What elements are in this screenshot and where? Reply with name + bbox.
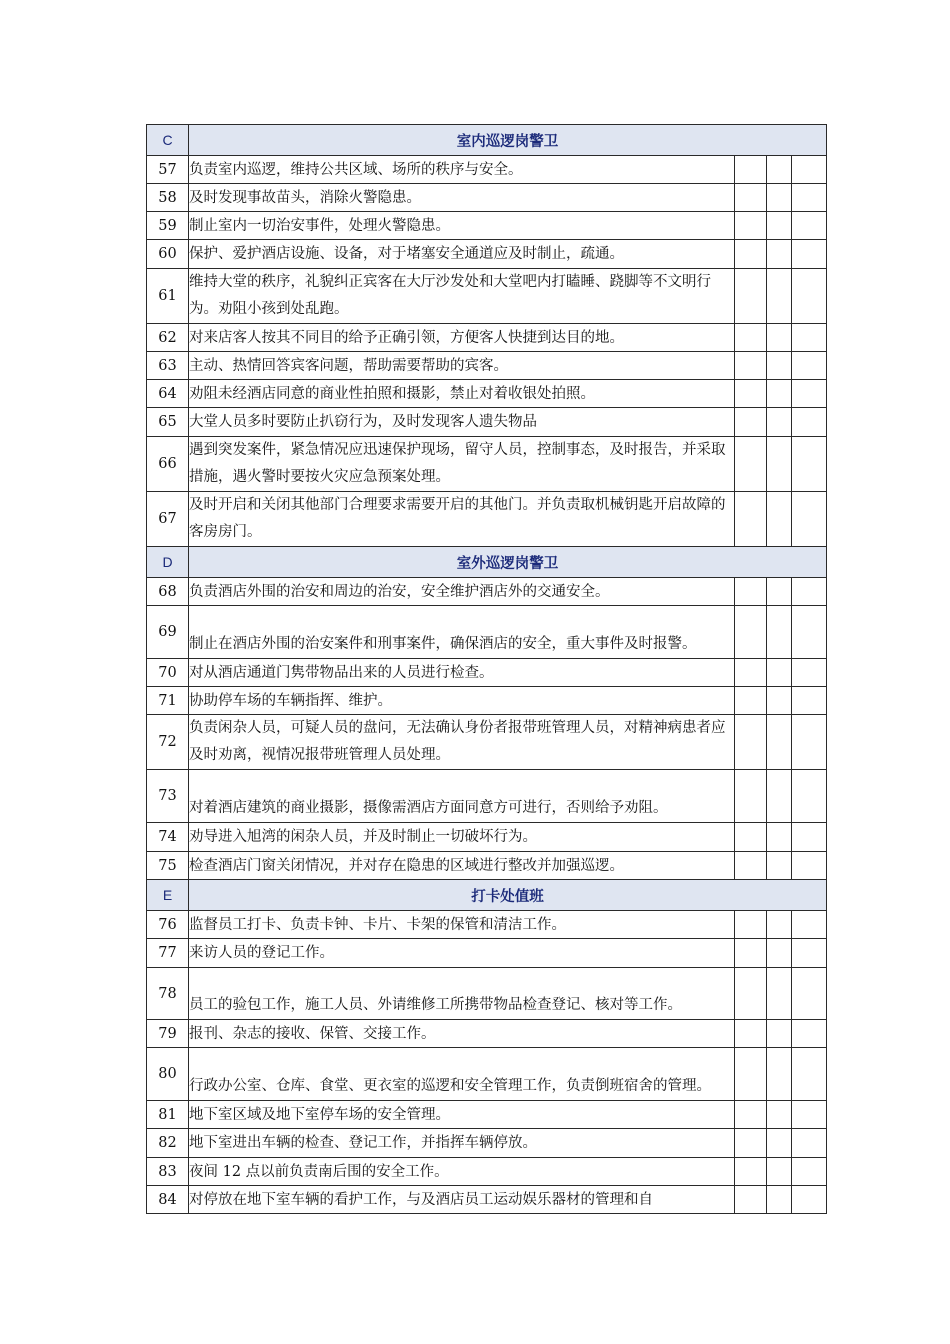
row-description: 检查酒店门窗关闭情况，并对存在隐患的区域进行整改并加强巡逻。 xyxy=(189,852,735,880)
check-cell[interactable] xyxy=(767,324,792,352)
check-cell[interactable] xyxy=(735,184,767,212)
check-cell[interactable] xyxy=(767,156,792,184)
check-cell[interactable] xyxy=(767,939,792,968)
table-row xyxy=(147,968,827,1020)
row-number: 78 xyxy=(147,968,189,1020)
row-number: 66 xyxy=(147,437,189,492)
check-cell[interactable] xyxy=(735,770,767,823)
table-row xyxy=(147,911,827,939)
check-cell[interactable] xyxy=(792,823,827,852)
check-cell[interactable] xyxy=(735,578,767,606)
check-cell[interactable] xyxy=(767,1048,792,1101)
row-number: 59 xyxy=(147,212,189,240)
check-cell[interactable] xyxy=(735,939,767,968)
check-cell[interactable] xyxy=(792,1186,827,1214)
check-cell[interactable] xyxy=(792,380,827,408)
row-description: 遇到突发案件，紧急情况应迅速保护现场，留守人员，控制事态，及时报告，并采取措施，遇火警时要按火灾应急预案处理。 xyxy=(189,437,735,492)
check-cell[interactable] xyxy=(735,911,767,939)
row-description: 对着酒店建筑的商业摄影，摄像需酒店方面同意方可进行，否则给予劝阻。 xyxy=(189,770,735,823)
row-description: 劝阻未经酒店同意的商业性拍照和摄影，禁止对着收银处拍照。 xyxy=(189,380,735,408)
table-row xyxy=(147,352,827,380)
table-row xyxy=(147,1020,827,1048)
check-cell[interactable] xyxy=(767,240,792,269)
check-cell[interactable] xyxy=(735,212,767,240)
check-cell[interactable] xyxy=(767,715,792,770)
check-cell[interactable] xyxy=(792,184,827,212)
section-title: 打卡处值班 xyxy=(189,880,827,911)
section-code: E xyxy=(147,880,189,911)
section-header xyxy=(147,880,827,911)
row-description: 劝导进入旭湾的闲杂人员，并及时制止一切破坏行为。 xyxy=(189,823,735,852)
table-row xyxy=(147,1048,827,1101)
check-cell[interactable] xyxy=(735,352,767,380)
row-description: 大堂人员多时要防止扒窃行为，及时发现客人遗失物品 xyxy=(189,408,735,437)
check-cell[interactable] xyxy=(767,687,792,715)
row-number: 79 xyxy=(147,1020,189,1048)
check-cell[interactable] xyxy=(767,352,792,380)
row-number: 75 xyxy=(147,852,189,880)
row-number: 65 xyxy=(147,408,189,437)
check-cell[interactable] xyxy=(735,408,767,437)
section-header xyxy=(147,125,827,156)
row-number: 58 xyxy=(147,184,189,212)
table-row xyxy=(147,606,827,659)
row-description: 报刊、杂志的接收、保管、交接工作。 xyxy=(189,1020,735,1048)
table-row xyxy=(147,1158,827,1186)
check-cell[interactable] xyxy=(767,770,792,823)
row-number: 70 xyxy=(147,659,189,687)
table-row xyxy=(147,408,827,437)
row-number: 73 xyxy=(147,770,189,823)
check-cell[interactable] xyxy=(767,659,792,687)
check-cell[interactable] xyxy=(792,939,827,968)
row-description: 夜间 12 点以前负责南后围的安全工作。 xyxy=(189,1158,735,1186)
check-cell[interactable] xyxy=(792,911,827,939)
table-row xyxy=(147,324,827,352)
row-number: 77 xyxy=(147,939,189,968)
table-row xyxy=(147,687,827,715)
check-cell[interactable] xyxy=(792,408,827,437)
check-cell[interactable] xyxy=(735,659,767,687)
section-header xyxy=(147,547,827,578)
table-row xyxy=(147,823,827,852)
row-description: 地下室区域及地下室停车场的安全管理。 xyxy=(189,1101,735,1129)
row-description: 主动、热情回答宾客问题，帮助需要帮助的宾客。 xyxy=(189,352,735,380)
check-cell[interactable] xyxy=(767,1101,792,1129)
check-cell[interactable] xyxy=(767,269,792,324)
row-description: 对从酒店通道门隽带物品出来的人员进行检查。 xyxy=(189,659,735,687)
section-code: C xyxy=(147,125,189,156)
check-cell[interactable] xyxy=(792,437,827,492)
check-cell[interactable] xyxy=(767,1020,792,1048)
check-cell[interactable] xyxy=(767,823,792,852)
table-row xyxy=(147,852,827,880)
check-cell[interactable] xyxy=(735,437,767,492)
row-description: 制止在酒店外围的治安案件和刑事案件，确保酒店的安全，重大事件及时报警。 xyxy=(189,606,735,659)
check-cell[interactable] xyxy=(792,1129,827,1158)
row-description: 对来店客人按其不同目的给予正确引领，方便客人快捷到达目的地。 xyxy=(189,324,735,352)
row-number: 81 xyxy=(147,1101,189,1129)
check-cell[interactable] xyxy=(735,1158,767,1186)
row-description: 行政办公室、仓库、食堂、更衣室的巡逻和安全管理工作，负责倒班宿舍的管理。 xyxy=(189,1048,735,1101)
check-cell[interactable] xyxy=(735,1048,767,1101)
row-description: 及时发现事故苗头，消除火警隐患。 xyxy=(189,184,735,212)
check-cell[interactable] xyxy=(792,212,827,240)
check-cell[interactable] xyxy=(792,770,827,823)
check-cell[interactable] xyxy=(735,715,767,770)
row-description: 对停放在地下室车辆的看护工作，与及酒店员工运动娱乐器材的管理和自 xyxy=(189,1186,735,1214)
row-number: 72 xyxy=(147,715,189,770)
check-cell[interactable] xyxy=(792,240,827,269)
row-number: 68 xyxy=(147,578,189,606)
check-cell[interactable] xyxy=(735,852,767,880)
check-cell[interactable] xyxy=(767,1129,792,1158)
check-cell[interactable] xyxy=(792,687,827,715)
check-cell[interactable] xyxy=(792,324,827,352)
row-number: 71 xyxy=(147,687,189,715)
check-cell[interactable] xyxy=(735,823,767,852)
check-cell[interactable] xyxy=(792,968,827,1020)
table-row xyxy=(147,939,827,968)
table-row xyxy=(147,380,827,408)
section-title: 室内巡逻岗警卫 xyxy=(189,125,827,156)
check-cell[interactable] xyxy=(792,715,827,770)
check-cell[interactable] xyxy=(735,1129,767,1158)
check-cell[interactable] xyxy=(792,492,827,547)
check-cell[interactable] xyxy=(735,606,767,659)
check-cell[interactable] xyxy=(735,269,767,324)
section-title: 室外巡逻岗警卫 xyxy=(189,547,827,578)
check-cell[interactable] xyxy=(767,1158,792,1186)
check-cell[interactable] xyxy=(767,437,792,492)
check-cell[interactable] xyxy=(767,606,792,659)
row-description: 监督员工打卡、负责卡钟、卡片、卡架的保管和清洁工作。 xyxy=(189,911,735,939)
row-number: 67 xyxy=(147,492,189,547)
row-number: 61 xyxy=(147,269,189,324)
row-number: 76 xyxy=(147,911,189,939)
row-number: 69 xyxy=(147,606,189,659)
check-cell[interactable] xyxy=(792,1048,827,1101)
check-cell[interactable] xyxy=(767,408,792,437)
table-row xyxy=(147,184,827,212)
check-cell[interactable] xyxy=(735,1101,767,1129)
check-cell[interactable] xyxy=(792,659,827,687)
row-number: 83 xyxy=(147,1158,189,1186)
row-description: 负责室内巡逻，维持公共区域、场所的秩序与安全。 xyxy=(189,156,735,184)
check-cell[interactable] xyxy=(792,578,827,606)
check-cell[interactable] xyxy=(735,687,767,715)
table-row xyxy=(147,437,827,492)
check-cell[interactable] xyxy=(792,352,827,380)
table-row xyxy=(147,1186,827,1214)
section-code: D xyxy=(147,547,189,578)
row-number: 57 xyxy=(147,156,189,184)
row-number: 74 xyxy=(147,823,189,852)
table-row xyxy=(147,770,827,823)
check-cell[interactable] xyxy=(792,606,827,659)
table-row xyxy=(147,715,827,770)
check-cell[interactable] xyxy=(767,380,792,408)
check-cell[interactable] xyxy=(767,968,792,1020)
table-row xyxy=(147,578,827,606)
check-cell[interactable] xyxy=(767,911,792,939)
check-cell[interactable] xyxy=(767,492,792,547)
check-cell[interactable] xyxy=(735,240,767,269)
table-row xyxy=(147,156,827,184)
row-description: 负责闲杂人员，可疑人员的盘问，无法确认身份者报带班管理人员，对精神病患者应及时劝离，视情况报带班管理人员处理。 xyxy=(189,715,735,770)
row-description: 维持大堂的秩序，礼貌纠正宾客在大厅沙发处和大堂吧内打瞌睡、跷脚等不文明行为。劝阻小孩到处乱跑。 xyxy=(189,269,735,324)
check-cell[interactable] xyxy=(792,1101,827,1129)
table-row xyxy=(147,269,827,324)
check-cell[interactable] xyxy=(767,578,792,606)
row-description: 来访人员的登记工作。 xyxy=(189,939,735,968)
table-row xyxy=(147,659,827,687)
check-cell[interactable] xyxy=(792,852,827,880)
row-description: 负责酒店外围的治安和周边的治安，安全维护酒店外的交通安全。 xyxy=(189,578,735,606)
check-cell[interactable] xyxy=(735,968,767,1020)
check-cell[interactable] xyxy=(792,269,827,324)
table-row xyxy=(147,1129,827,1158)
check-cell[interactable] xyxy=(767,212,792,240)
table-row xyxy=(147,492,827,547)
check-cell[interactable] xyxy=(735,156,767,184)
row-description: 地下室进出车辆的检查、登记工作，并指挥车辆停放。 xyxy=(189,1129,735,1158)
row-description: 保护、爱护酒店设施、设备，对于堵塞安全通道应及时制止，疏通。 xyxy=(189,240,735,269)
check-cell[interactable] xyxy=(767,852,792,880)
row-number: 63 xyxy=(147,352,189,380)
table-row xyxy=(147,240,827,269)
duty-checklist-table xyxy=(146,124,827,1214)
check-cell[interactable] xyxy=(792,1158,827,1186)
check-cell[interactable] xyxy=(735,380,767,408)
check-cell[interactable] xyxy=(767,1186,792,1214)
row-number: 84 xyxy=(147,1186,189,1214)
row-description: 制止室内一切治安事件，处理火警隐患。 xyxy=(189,212,735,240)
row-number: 82 xyxy=(147,1129,189,1158)
row-number: 62 xyxy=(147,324,189,352)
check-cell[interactable] xyxy=(767,184,792,212)
check-cell[interactable] xyxy=(792,156,827,184)
row-description: 协助停车场的车辆指挥、维护。 xyxy=(189,687,735,715)
check-cell[interactable] xyxy=(735,492,767,547)
table-row xyxy=(147,1101,827,1129)
row-description: 及时开启和关闭其他部门合理要求需要开启的其他门。并负责取机械钥匙开启故障的客房房门。 xyxy=(189,492,735,547)
check-cell[interactable] xyxy=(735,1186,767,1214)
row-number: 60 xyxy=(147,240,189,269)
check-cell[interactable] xyxy=(792,1020,827,1048)
check-cell[interactable] xyxy=(735,1020,767,1048)
table-row xyxy=(147,212,827,240)
check-cell[interactable] xyxy=(735,324,767,352)
row-number: 64 xyxy=(147,380,189,408)
row-number: 80 xyxy=(147,1048,189,1101)
row-description: 员工的验包工作，施工人员、外请维修工所携带物品检查登记、核对等工作。 xyxy=(189,968,735,1020)
